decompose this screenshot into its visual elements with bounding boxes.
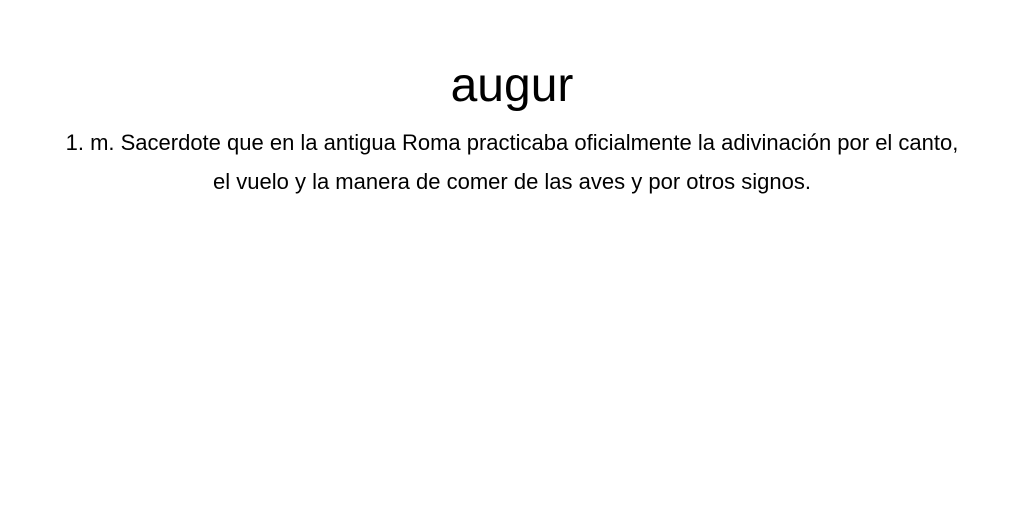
headword: augur	[450, 59, 574, 112]
definition-1: 1. m. Sacerdote que en la antigua Roma practicaba oficialmente la adivinación por el canto, el vuelo y la manera de comer de las aves y por otros signos.	[65, 130, 959, 194]
dictionary-entry	[0, 0, 1024, 201]
